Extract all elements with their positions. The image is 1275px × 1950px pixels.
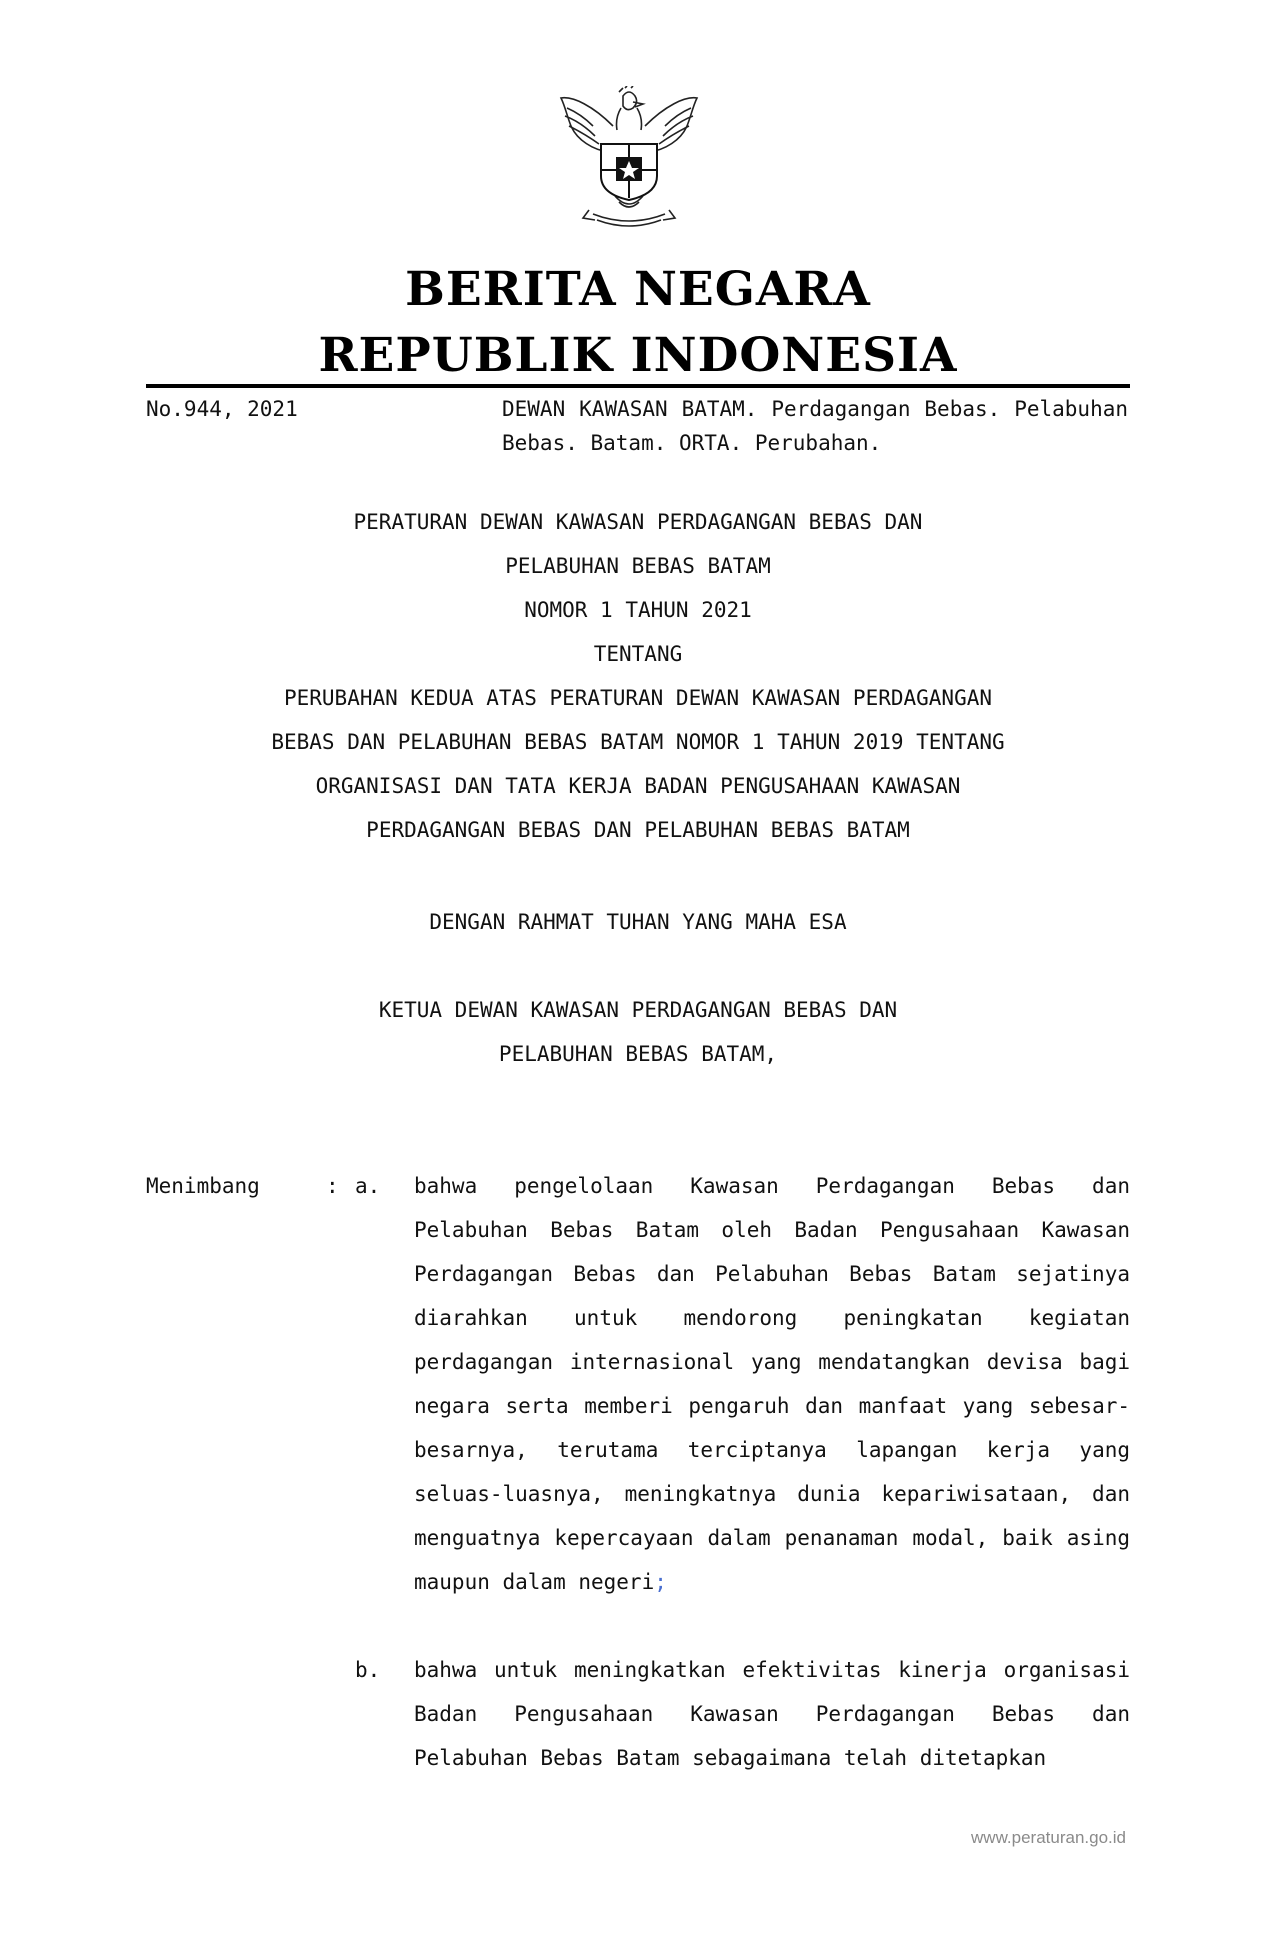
considering-item-end: ; xyxy=(654,1570,667,1594)
invocation xyxy=(146,900,1130,944)
masthead-title-line2: REPUBLIK INDONESIA xyxy=(318,328,958,383)
registry-summary: DEWAN KAWASAN BATAM. Perdagangan Bebas. Pelabuhan Bebas. Batam. ORTA. Perubahan. xyxy=(502,397,1128,455)
considering-colon: : xyxy=(326,1174,339,1198)
title-line: PERATURAN DEWAN KAWASAN PERDAGANGAN BEBAS DAN xyxy=(353,510,923,534)
title-line: TENTANG xyxy=(593,642,683,666)
title-line: BEBAS DAN PELABUHAN BEBAS BATAM NOMOR 1 TAHUN 2019 TENTANG xyxy=(271,730,1005,754)
considering-item-marker: b. xyxy=(355,1658,381,1682)
considering-item-body: bahwa pengelolaan Kawasan Perdagangan Bebas dan Pelabuhan Bebas Batam oleh Badan Pengusahaan Kawasan Perdagangan Bebas dan Pelabuhan Bebas Batam sejatinya diarahkan untuk mendorong peningkatan kegiatan perdagangan internasional yang mendatangkan devisa bagi negara serta memberi pengaruh dan manfaat yang sebesar-besarnya, terutama terciptanya lapangan kerja yang seluas-luasnya, meningkatnya dunia kepariwisataan, dan menguatnya kepercayaan dalam penanaman modal, baik asing maupun dalam negeri xyxy=(414,1174,1130,1594)
title-line: PERUBAHAN KEDUA ATAS PERATURAN DEWAN KAWASAN PERDAGANGAN xyxy=(283,686,992,710)
considering-item-text xyxy=(414,1164,1130,1604)
considering-item-body: bahwa untuk meningkatkan efektivitas kinerja organisasi Badan Pengusahaan Kawasan Perdagangan Bebas dan Pelabuhan Bebas Batam sebagaimana telah ditetapkan xyxy=(414,1658,1130,1770)
masthead-title-line1: BERITA NEGARA xyxy=(405,262,871,317)
registry-number: No.944, 2021 xyxy=(146,397,298,421)
considering-item-text xyxy=(414,1648,1130,1780)
issuer-line: PELABUHAN BEBAS BATAM, xyxy=(498,1042,778,1066)
footer-url: www.peraturan.go.id xyxy=(971,1828,1126,1847)
issuer-block xyxy=(146,988,1130,1076)
title-line: PERDAGANGAN BEBAS DAN PELABUHAN BEBAS BATAM xyxy=(366,818,910,842)
garuda-emblem-icon xyxy=(553,86,703,246)
title-line: NOMOR 1 TAHUN 2021 xyxy=(524,598,752,622)
considering-item-marker: a. xyxy=(355,1174,381,1198)
title-line: PELABUHAN BEBAS BATAM xyxy=(505,554,771,578)
title-line: ORGANISASI DAN TATA KERJA BADAN PENGUSAHAAN KAWASAN xyxy=(315,774,961,798)
invocation-text: DENGAN RAHMAT TUHAN YANG MAHA ESA xyxy=(429,910,847,934)
considering-label: Menimbang xyxy=(146,1174,260,1198)
regulation-title-block xyxy=(146,500,1130,852)
masthead-divider xyxy=(146,384,1130,388)
issuer-line: KETUA DEWAN KAWASAN PERDAGANGAN BEBAS DAN xyxy=(378,998,898,1022)
